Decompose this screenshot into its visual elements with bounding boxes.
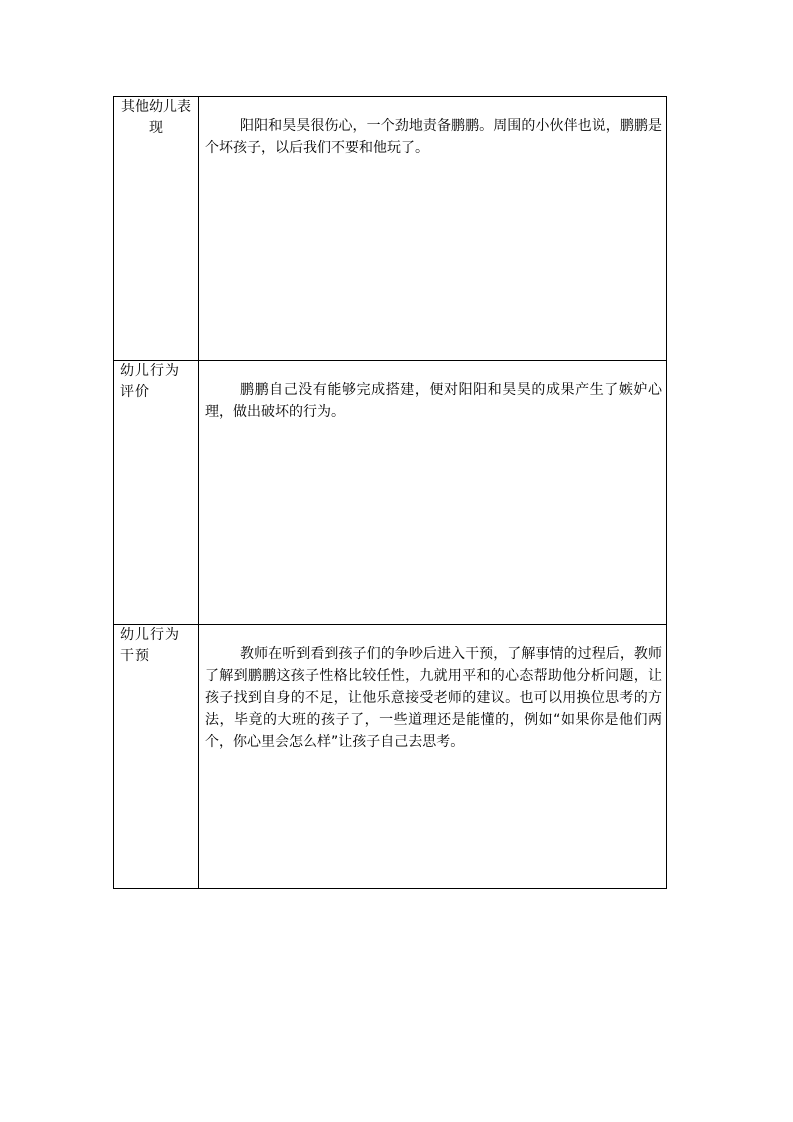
row-label-cell (114, 361, 199, 625)
row-label-cell (114, 625, 199, 889)
row-content-cell (199, 625, 667, 889)
observation-table (113, 96, 667, 889)
row-content-cell (199, 97, 667, 361)
table-row (114, 361, 667, 625)
row-content: 教师在听到看到孩子们的争吵后进入干预，了解事情的过程后，教师了解到鹏鹏这孩子性格比较任性，九就用平和的心态帮助他分析问题，让孩子找到自身的不足，让他乐意接受老师的建议。也可以用换位思考的方法，毕竟的大班的孩子了，一些道理还是能懂的，例如“如果你是他们两个，你心里会怎么样”让孩子自己去思考。 (205, 646, 662, 750)
row-content: 阳阳和昊昊很伤心，一个劲地责备鹏鹏。周围的小伙伴也说，鹏鹏是个坏孩子，以后我们不要和他玩了。 (205, 118, 662, 156)
table-row (114, 625, 667, 889)
row-content: 鹏鹏自己没有能够完成搭建，便对阳阳和昊昊的成果产生了嫉妒心理，做出破坏的行为。 (205, 382, 662, 420)
row-label: 幼儿行为评价 (120, 363, 180, 400)
table-row (114, 97, 667, 361)
row-label: 幼儿行为干预 (120, 627, 180, 664)
row-label-cell (114, 97, 199, 361)
row-label: 其他幼儿表现 (121, 99, 191, 136)
row-content-cell (199, 361, 667, 625)
